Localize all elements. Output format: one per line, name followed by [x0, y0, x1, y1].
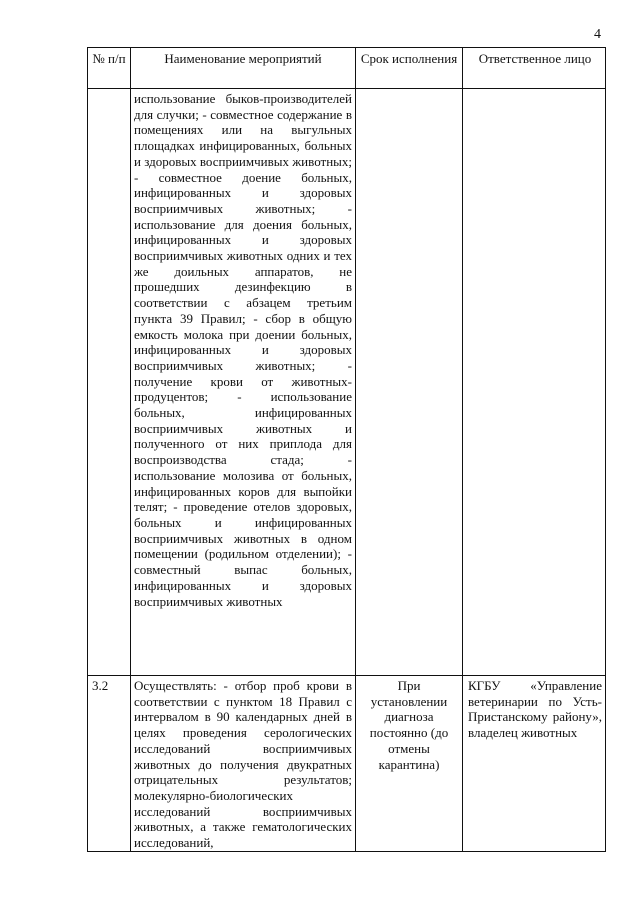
column-divider [355, 48, 356, 851]
row-divider [88, 675, 605, 676]
row-text: Осуществлять: - отбор проб крови в соответствии с пунктом 18 Правил с интервалом в 90 календарных дней в целях проведения серологических исследований восприимчивых животных до получения двукратных отрицательных результатов; молекулярно-биологических исследований восприимчивых животных, а также гематологических исследований, [134, 678, 352, 851]
column-divider [462, 48, 463, 851]
row-deadline: При установлении диагноза постоянно (до отмены карантина) [369, 678, 449, 772]
header-num: № п/п [92, 51, 126, 66]
row-divider [88, 88, 605, 89]
header-name: Наименование мероприятий [164, 51, 322, 66]
header-responsible: Ответственное лицо [478, 51, 592, 66]
header-deadline: Срок исполнения [360, 51, 458, 66]
page-number: 4 [594, 27, 601, 42]
measures-table [87, 47, 606, 852]
row-responsible: КГБУ «Управление ветеринарии по Усть-Пристанскому району», владелец животных [468, 678, 602, 741]
column-divider [130, 48, 131, 851]
continued-row-text: использование быков-производителей для случки; - совместное содержание в помещениях или на выгульных площадках инфицированных, больных и здоровых восприимчивых животных; - совместное доение больных, инфицированных и здоровых восприимчивых животных; - использование для доения больных, инфицированных и здоровых восприимчивых животных одних и тех же доильных аппаратов, не прошедших дезинфекцию в соответствии с абзацем третьим пункта 39 Правил; - сбор в общую емкость молока при доении больных, инфицированных и здоровых восприимчивых животных; - получение крови от животных-продуцентов; - использование больных, инфицированных восприимчивых животных и полученного от них приплода для воспроизводства стада; - использование молозива от больных, инфицированных коров для выпойки телят; - проведение отелов здоровых, больных и инфицированных восприимчивых животных в одном помещении (родильном отделении); - совместный выпас больных, инфицированных и здоровых восприимчивых животных [134, 91, 353, 609]
row-number: 3.2 [92, 678, 109, 693]
